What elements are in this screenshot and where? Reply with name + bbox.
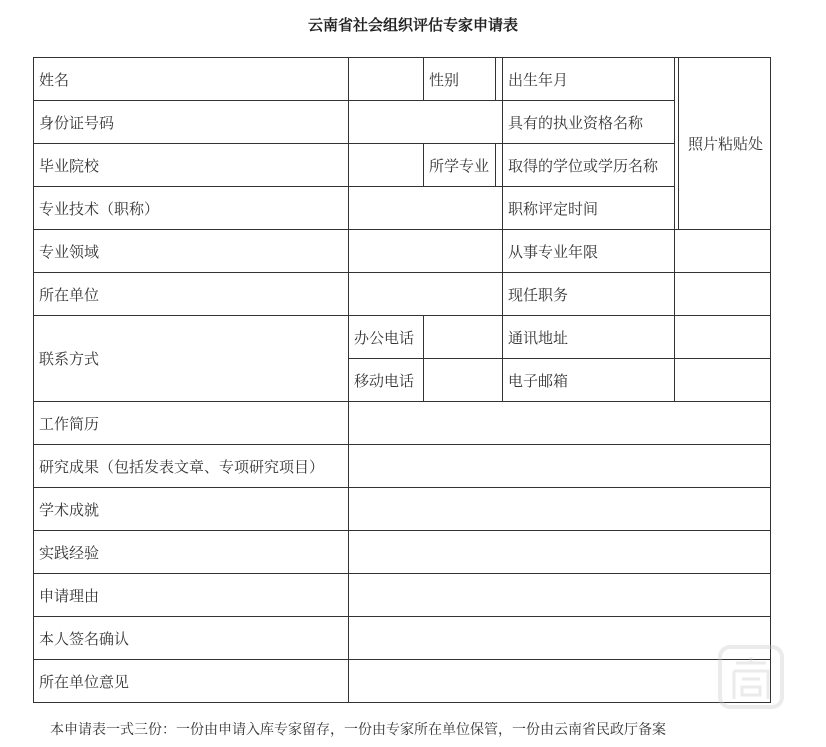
label-gender: 性别	[423, 57, 496, 101]
input-signature[interactable]	[348, 616, 771, 660]
label-years: 从事专业年限	[502, 229, 675, 273]
label-title-rank: 专业技术（职称）	[33, 186, 349, 230]
label-address: 通讯地址	[502, 315, 675, 359]
label-field: 专业领域	[33, 229, 349, 273]
label-email: 电子邮箱	[502, 358, 675, 402]
label-practice: 实践经验	[33, 530, 349, 574]
input-name[interactable]	[348, 57, 424, 101]
label-unit: 所在单位	[33, 272, 349, 316]
label-academic: 学术成就	[33, 487, 349, 531]
input-research[interactable]	[348, 444, 771, 488]
input-mobile[interactable]	[423, 358, 503, 402]
input-position[interactable]	[674, 272, 771, 316]
input-reason[interactable]	[348, 573, 771, 617]
input-academic[interactable]	[348, 487, 771, 531]
label-mobile: 移动电话	[348, 358, 424, 402]
watermark-icon	[716, 643, 786, 711]
label-photo: 照片粘贴处	[687, 135, 763, 153]
page-title: 云南省社会组织评估专家申请表	[307, 16, 518, 34]
input-unit[interactable]	[348, 272, 503, 316]
input-email[interactable]	[674, 358, 771, 402]
label-school: 毕业院校	[33, 143, 349, 187]
footer-note: 本申请表一式三份：一份由申请入库专家留存，一份由专家所在单位保管，一份由云南省民政厅备案	[50, 722, 666, 738]
input-years[interactable]	[674, 229, 771, 273]
input-title-rank[interactable]	[348, 186, 503, 230]
label-contact: 联系方式	[33, 315, 349, 402]
label-degree: 取得的学位或学历名称	[502, 143, 675, 187]
input-resume[interactable]	[348, 401, 771, 445]
photo-area[interactable]	[674, 57, 771, 230]
label-qualification: 具有的执业资格名称	[502, 100, 675, 144]
label-reason: 申请理由	[33, 573, 349, 617]
input-practice[interactable]	[348, 530, 771, 574]
input-field[interactable]	[348, 229, 503, 273]
photo-divider	[678, 57, 679, 230]
label-resume: 工作简历	[33, 401, 349, 445]
input-school[interactable]	[348, 143, 424, 187]
label-id-number: 身份证号码	[33, 100, 349, 144]
input-id-number[interactable]	[348, 100, 503, 144]
label-office-phone: 办公电话	[348, 315, 424, 359]
label-birth: 出生年月	[502, 57, 675, 101]
label-research: 研究成果（包括发表文章、专项研究项目）	[33, 444, 349, 488]
input-address[interactable]	[674, 315, 771, 359]
label-major: 所学专业	[423, 143, 496, 187]
label-unit-opinion: 所在单位意见	[33, 659, 349, 703]
input-unit-opinion[interactable]	[348, 659, 771, 703]
label-signature: 本人签名确认	[33, 616, 349, 660]
input-office-phone[interactable]	[423, 315, 503, 359]
application-form	[33, 57, 771, 703]
label-position: 现任职务	[502, 272, 675, 316]
label-name: 姓名	[33, 57, 349, 101]
label-title-date: 职称评定时间	[502, 186, 675, 230]
